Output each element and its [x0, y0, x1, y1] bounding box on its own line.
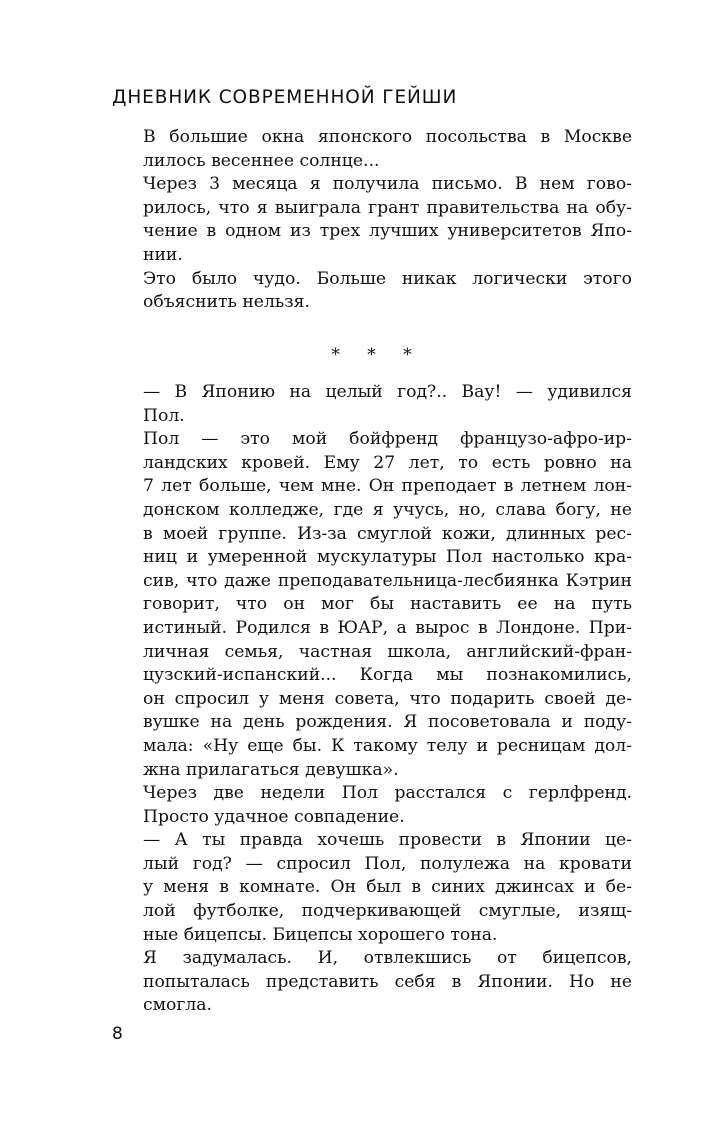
text-line: попыталась представить себя в Японии. Но не — [143, 971, 632, 992]
paragraph — [112, 173, 632, 267]
text-line: жна прилагаться девушка». — [143, 759, 399, 780]
text-line: чение в одном из трех лучших университетов Япо- — [143, 221, 632, 242]
text-line: у меня в комнате. Он был в синих джинсах и бе- — [143, 877, 632, 898]
text-line: истиный. Родился в ЮАР, а вырос в Лондоне. При- — [143, 617, 632, 638]
paragraph — [112, 126, 632, 173]
section-separator: * * * — [331, 345, 423, 365]
text-line: Я задумалась. И, отвлекшись от бицепсов, — [143, 948, 632, 969]
text-line: ные бицепсы. Бицепсы хорошего тона. — [143, 924, 498, 945]
text-line: Пол — это мой бойфренд французо-афро-ир- — [143, 429, 632, 450]
text-line: — А ты правда хочешь провести в Японии це- — [143, 830, 632, 851]
text-line: сив, что даже преподавательница-лесбиянка Кэтрин — [143, 570, 632, 591]
text-line: Пол. — [143, 405, 185, 426]
text-block-after-break — [112, 381, 632, 1018]
text-line: рилось, что я выиграла грант правительства на обу- — [143, 197, 632, 218]
text-line: мала: «Ну еще бы. К такому телу и ресницам дол- — [143, 735, 632, 756]
text-line: говорит, что он мог бы наставить ее на путь — [143, 594, 632, 615]
text-block-before-break — [112, 126, 632, 315]
text-line: 7 лет больше, чем мне. Он преподает в летнем лон- — [143, 476, 632, 497]
paragraph — [112, 381, 632, 428]
text-line: вушке на день рождения. Я посоветовала и поду- — [143, 712, 632, 733]
text-line: лой футболке, подчеркивающей смуглые, изящ- — [143, 901, 632, 922]
text-line: в моей группе. Из-за смуглой кожи, длинных рес- — [143, 523, 632, 544]
page-number: 8 — [112, 1024, 123, 1044]
running-head: ДНЕВНИК СОВРЕМЕННОЙ ГЕЙШИ — [112, 87, 458, 108]
text-line: ниц и умеренной мускулатуры Пол настолько кра- — [143, 547, 632, 568]
text-line: Через две недели Пол расстался с герлфренд. — [143, 783, 632, 804]
text-line: нии. — [143, 244, 183, 265]
text-line: Через 3 месяца я получила письмо. В нем гово- — [143, 174, 632, 195]
paragraph — [112, 947, 632, 1018]
text-line: личная семья, частная школа, английский-фран- — [143, 641, 632, 662]
text-line: цузский-испанский... Когда мы познакомились, — [143, 665, 632, 686]
paragraph — [112, 829, 632, 947]
paragraph — [112, 782, 632, 829]
text-line: лый год? — спросил Пол, полулежа на кровати — [143, 853, 632, 874]
text-line: ландских кровей. Ему 27 лет, то есть ровно на — [143, 452, 632, 473]
text-line: объяснить нельзя. — [143, 292, 310, 313]
text-line: Это было чудо. Больше никак логически этого — [143, 268, 632, 289]
text-line: донском колледже, где я учусь, но, слава богу, не — [143, 499, 632, 520]
text-line: смогла. — [143, 995, 212, 1016]
text-line: В большие окна японского посольства в Москве — [143, 127, 632, 147]
book-page — [112, 0, 632, 1122]
text-line: лилось весеннее солнце... — [143, 150, 380, 171]
paragraph — [112, 428, 632, 782]
text-line: он спросил у меня совета, что подарить своей де- — [143, 688, 632, 709]
text-line: — В Японию на целый год?.. Вау! — удивился — [143, 382, 632, 402]
text-line: Просто удачное совпадение. — [143, 806, 405, 827]
paragraph — [112, 268, 632, 315]
